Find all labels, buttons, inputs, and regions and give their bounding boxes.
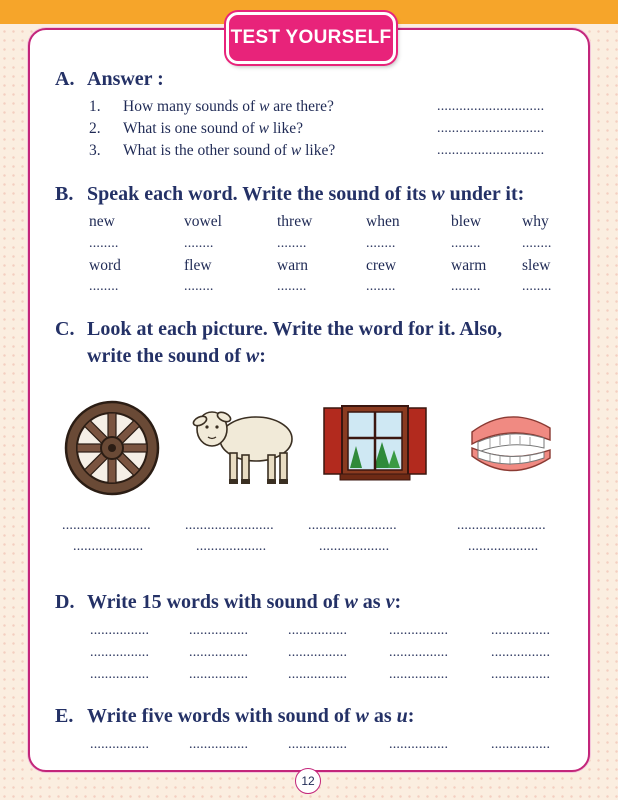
- question-number: 1.: [89, 98, 101, 115]
- word-vowel: vowel: [184, 213, 222, 230]
- letter-w: w: [431, 183, 445, 205]
- sound-blank[interactable]: ........: [451, 236, 481, 251]
- question-text: like?: [301, 142, 336, 159]
- section-d-title-end: :: [394, 591, 402, 613]
- question-text: How many sounds of: [123, 98, 260, 115]
- question-number: 2.: [89, 120, 101, 137]
- letter-u: u: [396, 705, 408, 727]
- section-d-heading: [55, 591, 401, 614]
- word-blank[interactable]: ................: [288, 737, 348, 752]
- letter-w: w: [355, 705, 369, 727]
- word-new: new: [89, 213, 115, 230]
- word-blank[interactable]: ................: [288, 667, 348, 682]
- word-blank[interactable]: ................: [189, 623, 249, 638]
- word-blank[interactable]: ................: [90, 667, 150, 682]
- section-b-heading: [55, 183, 524, 206]
- word-blank[interactable]: ................: [90, 623, 150, 638]
- letter-w: w: [258, 120, 269, 137]
- sound-blank[interactable]: ........: [451, 279, 481, 294]
- sound-blank[interactable]: ........: [366, 236, 396, 251]
- page-title: TEST YOURSELF: [226, 12, 396, 64]
- word-blank[interactable]: ................: [90, 645, 150, 660]
- picture-sound-blank[interactable]: ...................: [196, 539, 267, 554]
- section-e-letter: E.: [55, 705, 74, 727]
- word-blank[interactable]: ................: [389, 737, 449, 752]
- picture-sound-blank[interactable]: ...................: [319, 539, 390, 554]
- answer-blank-1[interactable]: .............................: [437, 99, 545, 114]
- word-threw: threw: [277, 213, 313, 230]
- word-flew: flew: [184, 257, 212, 274]
- sound-blank[interactable]: ........: [89, 236, 119, 251]
- letter-w: w: [259, 98, 270, 115]
- word-blank[interactable]: ................: [491, 737, 551, 752]
- letter-v: v: [385, 591, 395, 613]
- section-c-letter: C.: [55, 318, 75, 340]
- section-b-letter: B.: [55, 183, 74, 205]
- answer-blank-2[interactable]: .............................: [437, 121, 545, 136]
- picture-word-blank[interactable]: ........................: [62, 518, 151, 533]
- word-warm: warm: [451, 257, 487, 274]
- section-e-title-mid: as: [368, 705, 397, 727]
- word-blank[interactable]: ................: [389, 645, 449, 660]
- word-warn: warn: [277, 257, 308, 274]
- word-blank[interactable]: ................: [288, 623, 348, 638]
- word-blank[interactable]: ................: [491, 645, 551, 660]
- section-d-letter: D.: [55, 591, 75, 613]
- section-c-heading: [55, 318, 502, 341]
- section-a-heading: [55, 68, 164, 91]
- word-slew: slew: [522, 257, 551, 274]
- sound-blank[interactable]: ........: [366, 279, 396, 294]
- picture-sound-blank[interactable]: ...................: [73, 539, 144, 554]
- answer-blank-3[interactable]: .............................: [437, 143, 545, 158]
- section-c-title-end: :: [259, 345, 266, 367]
- sound-blank[interactable]: ........: [184, 236, 214, 251]
- section-a-letter: A.: [55, 68, 75, 90]
- picture-sound-blank[interactable]: ...................: [468, 539, 539, 554]
- section-b-title: Speak each word. Write the sound of its: [87, 183, 432, 205]
- word-when: when: [366, 213, 400, 230]
- question-text: are there?: [269, 98, 334, 115]
- section-a-title: Answer :: [87, 68, 164, 90]
- letter-w: w: [290, 142, 302, 159]
- picture-word-blank[interactable]: ........................: [457, 518, 546, 533]
- question-text: What is the other sound of: [123, 142, 291, 159]
- sound-blank[interactable]: ........: [522, 279, 552, 294]
- window-image: [322, 402, 428, 482]
- section-c-heading-line2: [87, 345, 266, 368]
- sound-blank[interactable]: ........: [522, 236, 552, 251]
- picture-word-blank[interactable]: ........................: [308, 518, 397, 533]
- word-blank[interactable]: ................: [389, 623, 449, 638]
- sound-blank[interactable]: ........: [184, 279, 214, 294]
- section-e-title-end: :: [407, 705, 415, 727]
- section-d-title: Write 15 words with sound of: [87, 591, 345, 613]
- word-word: word: [89, 257, 121, 274]
- sound-blank[interactable]: ........: [277, 236, 307, 251]
- word-blank[interactable]: ................: [189, 737, 249, 752]
- section-b-title-end: under it:: [444, 183, 525, 205]
- section-e-heading: [55, 705, 414, 728]
- word-blank[interactable]: ................: [189, 645, 249, 660]
- section-d-title-mid: as: [357, 591, 386, 613]
- word-crew: crew: [366, 257, 397, 274]
- word-blank[interactable]: ................: [288, 645, 348, 660]
- question-text: like?: [268, 120, 303, 137]
- section-e-title: Write five words with sound of: [87, 705, 356, 727]
- word-why: why: [522, 213, 549, 230]
- dentures-image: [464, 410, 556, 478]
- sheep-image: [190, 395, 302, 490]
- letter-w: w: [245, 345, 260, 367]
- question-text: What is one sound of: [123, 120, 259, 137]
- section-c-title-2: write the sound of: [87, 345, 246, 367]
- word-blank[interactable]: ................: [491, 667, 551, 682]
- page-number: 12: [295, 768, 321, 794]
- section-c-title: Look at each picture. Write the word for it. Also,: [87, 318, 503, 340]
- wheel-image: [62, 398, 162, 498]
- question-number: 3.: [89, 142, 101, 159]
- word-blew: blew: [451, 213, 482, 230]
- sound-blank[interactable]: ........: [277, 279, 307, 294]
- word-blank[interactable]: ................: [189, 667, 249, 682]
- sound-blank[interactable]: ........: [89, 279, 119, 294]
- word-blank[interactable]: ................: [389, 667, 449, 682]
- word-blank[interactable]: ................: [491, 623, 551, 638]
- word-blank[interactable]: ................: [90, 737, 150, 752]
- letter-w: w: [344, 591, 358, 613]
- picture-word-blank[interactable]: ........................: [185, 518, 274, 533]
